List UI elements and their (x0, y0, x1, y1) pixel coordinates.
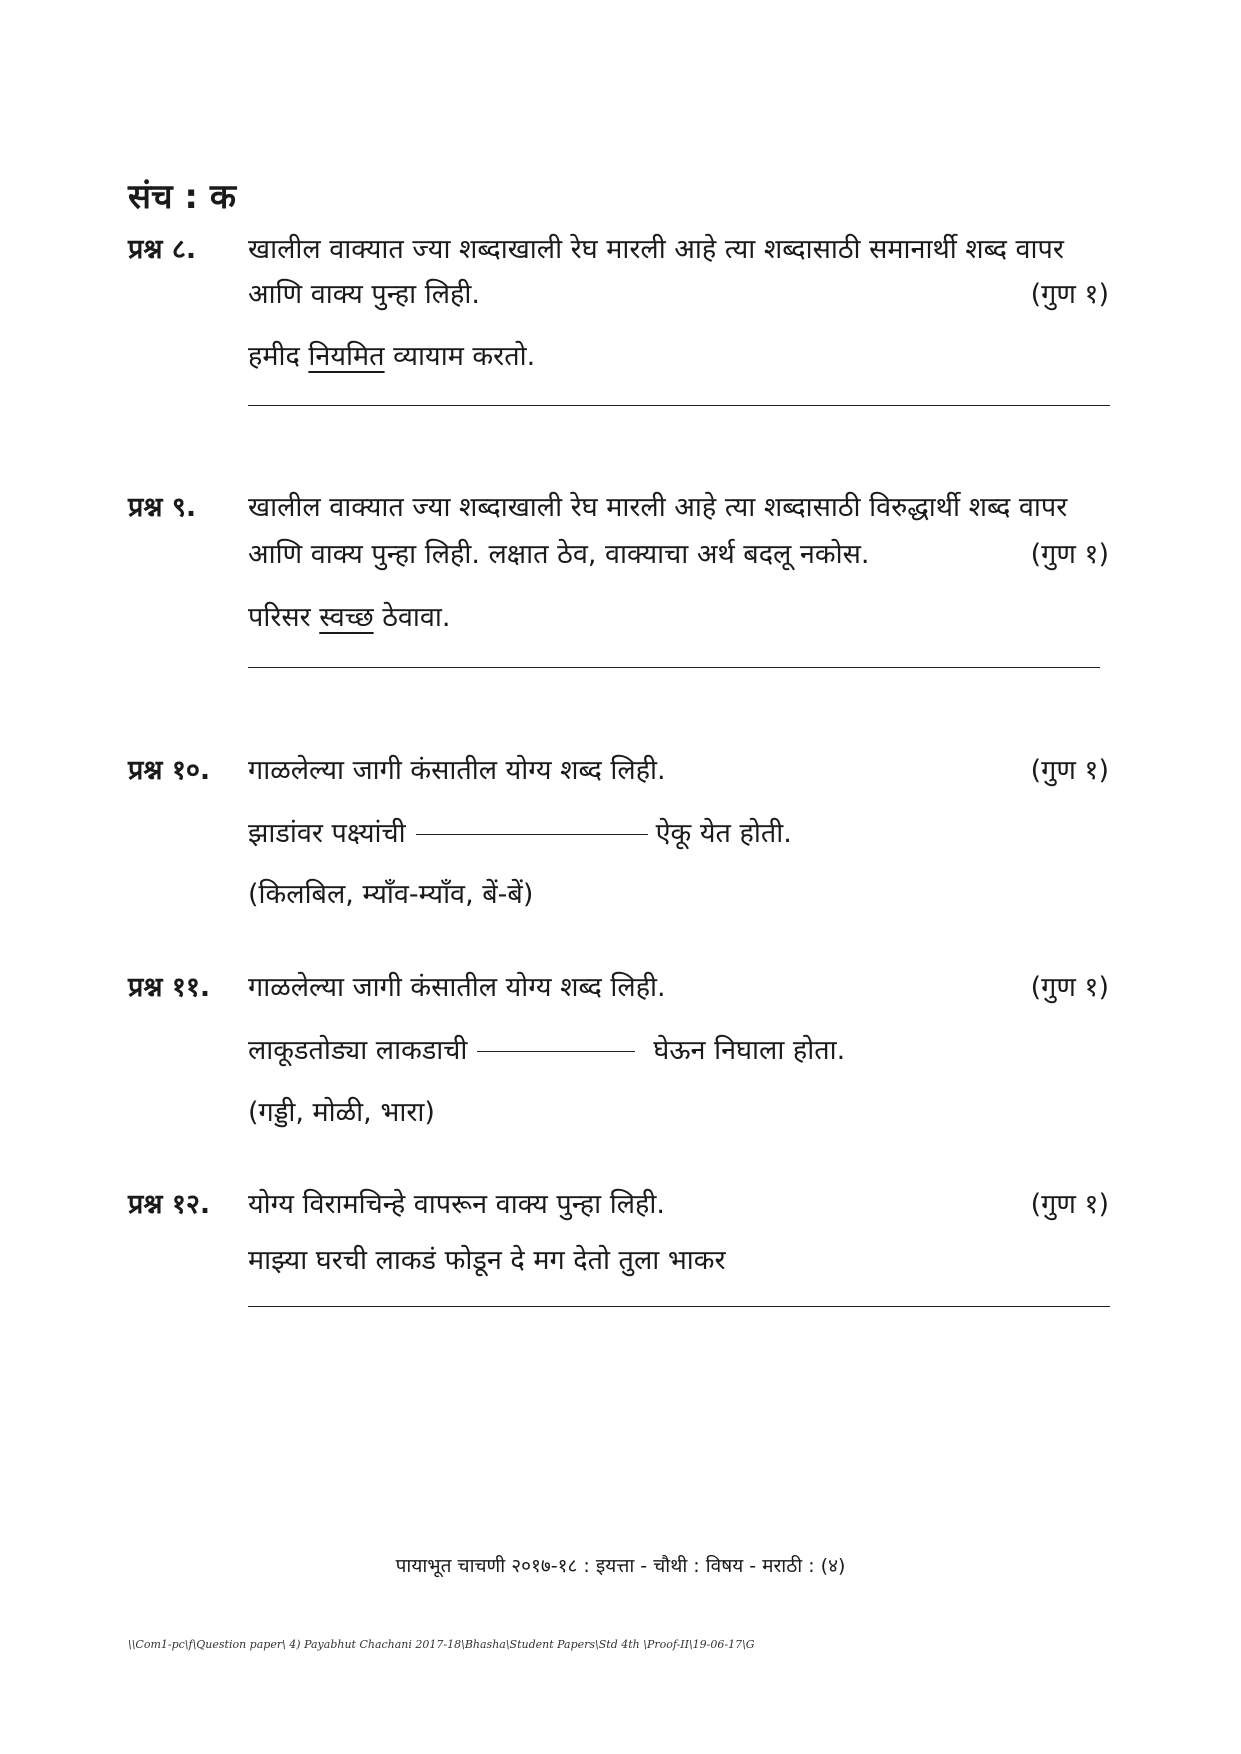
fill-in-blank (416, 834, 648, 835)
sentence-text: व्यायाम करतो. (384, 341, 536, 372)
question-11-marks: (गुण १) (1030, 972, 1109, 1003)
question-10-sentence (248, 813, 792, 850)
question-11-label: प्रश्न ११. (128, 972, 211, 1003)
question-9-line-1: खालील वाक्यात ज्या शब्दाखाली रेघ मारली आहे त्या शब्दासाठी विरुद्धार्थी शब्द वापर (248, 492, 1068, 523)
answer-line (248, 667, 1100, 668)
fill-in-blank (477, 1051, 635, 1052)
sentence-text: ठेवावा. (373, 602, 451, 633)
question-9-label: प्रश्न ९. (128, 492, 197, 523)
question-10-instruction: गाळलेल्या जागी कंसातील योग्य शब्द लिही. (248, 755, 666, 786)
underlined-word: स्वच्छ (319, 602, 374, 633)
underlined-word: नियमित (308, 341, 385, 372)
question-10-options: (किलबिल, म्याँव-म्याँव, बें-बें) (248, 879, 534, 910)
question-12-sentence: माझ्या घरची लाकडं फोडून दे मग देतो तुला भाकर (248, 1245, 726, 1276)
sentence-text: हमीद (248, 341, 309, 372)
sentence-text: परिसर (248, 602, 320, 633)
sentence-text: घेऊन निघाला होता. (653, 1035, 846, 1066)
question-10-label: प्रश्न १०. (128, 755, 211, 786)
page-footer: पायाभूत चाचणी २०१७-१८ : इयत्ता - चौथी : विषय - मराठी : (४) (395, 1555, 846, 1577)
sentence-text: झाडांवर पक्ष्यांची (248, 818, 406, 849)
answer-line (248, 405, 1110, 406)
question-11-sentence (248, 1030, 845, 1067)
question-12-label: प्रश्न १२. (128, 1189, 211, 1220)
answer-line (248, 1306, 1110, 1307)
set-title: संच : क (128, 177, 236, 217)
question-9-marks: (गुण १) (1030, 539, 1109, 570)
question-12-marks: (गुण १) (1030, 1189, 1109, 1220)
question-9-line-2: आणि वाक्य पुन्हा लिही. लक्षात ठेव, वाक्याचा अर्थ बदलू नकोस. (248, 539, 870, 570)
question-10-marks: (गुण १) (1030, 755, 1109, 786)
question-8-label: प्रश्न ८. (128, 234, 197, 265)
question-8-line-1: खालील वाक्यात ज्या शब्दाखाली रेघ मारली आहे त्या शब्दासाठी समानार्थी शब्द वापर (248, 234, 1064, 265)
sentence-text: लाकूडतोड्या लाकडाची (248, 1035, 468, 1066)
question-12-instruction: योग्य विरामचिन्हे वापरून वाक्य पुन्हा लिही. (248, 1189, 665, 1220)
question-11-options: (गड्डी, मोळी, भारा) (248, 1097, 435, 1128)
question-8-marks: (गुण १) (1030, 279, 1109, 310)
question-8-line-2: आणि वाक्य पुन्हा लिही. (248, 279, 480, 310)
sentence-text: ऐकू येत होती. (655, 818, 792, 849)
file-path: \\Com1-pc\f\Question paper\ 4) Payabhut Chachani 2017-18\Bhasha\Student Papers\Std 4th \Proof-II\19-06-17\G (128, 1638, 755, 1651)
question-8-sentence (248, 336, 535, 373)
question-9-sentence (248, 597, 451, 634)
question-11-instruction: गाळलेल्या जागी कंसातील योग्य शब्द लिही. (248, 972, 666, 1003)
